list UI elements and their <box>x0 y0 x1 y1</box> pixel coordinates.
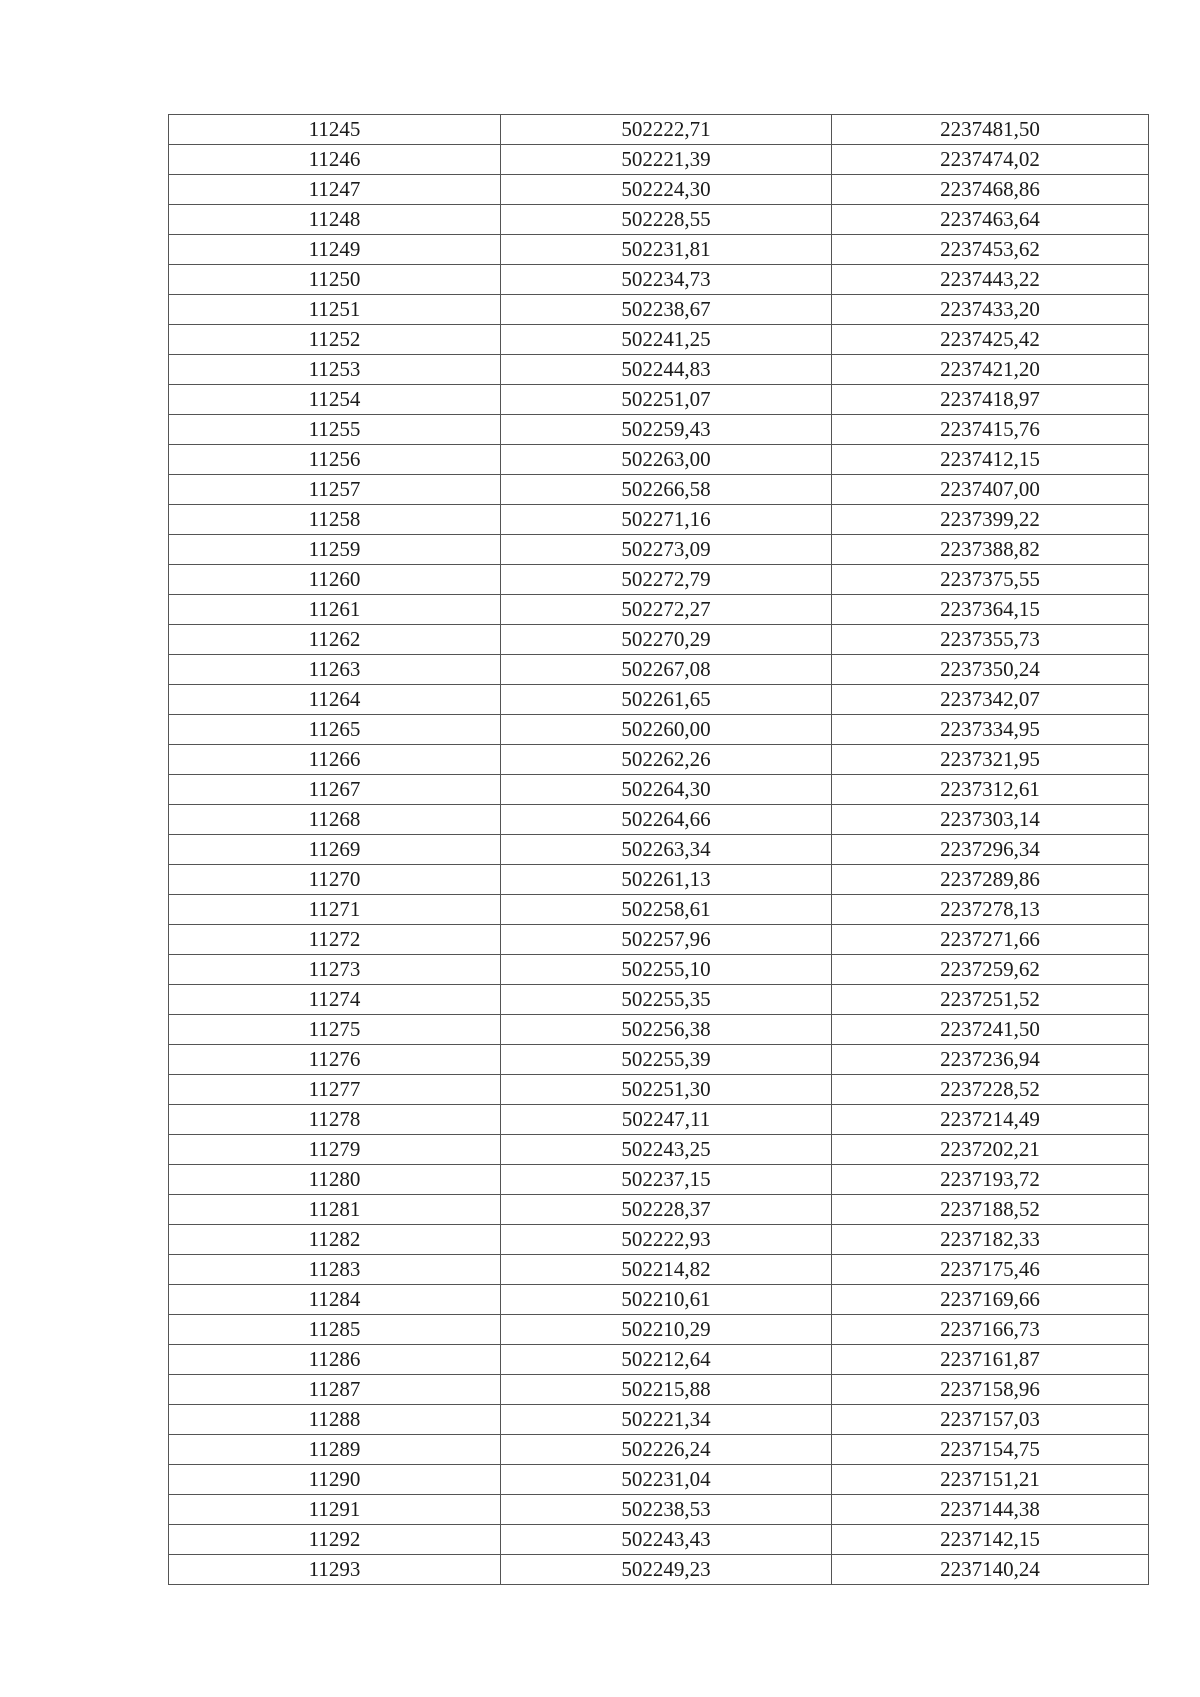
x-coordinate-cell: 502258,61 <box>501 895 832 925</box>
table-row <box>169 865 1149 895</box>
y-coordinate-cell: 2237259,62 <box>832 955 1149 985</box>
y-coordinate-cell: 2237334,95 <box>832 715 1149 745</box>
table-row <box>169 775 1149 805</box>
y-coordinate-cell: 2237158,96 <box>832 1375 1149 1405</box>
table-row <box>169 625 1149 655</box>
point-number-cell: 11261 <box>169 595 501 625</box>
x-coordinate-cell: 502263,00 <box>501 445 832 475</box>
table-row <box>169 1195 1149 1225</box>
point-number-cell: 11272 <box>169 925 501 955</box>
x-coordinate-cell: 502231,81 <box>501 235 832 265</box>
table-row <box>169 235 1149 265</box>
coordinates-table <box>168 114 1149 1585</box>
table-row <box>169 1315 1149 1345</box>
point-number-cell: 11255 <box>169 415 501 445</box>
x-coordinate-cell: 502247,11 <box>501 1105 832 1135</box>
table-row <box>169 1225 1149 1255</box>
point-number-cell: 11260 <box>169 565 501 595</box>
x-coordinate-cell: 502261,13 <box>501 865 832 895</box>
x-coordinate-cell: 502221,39 <box>501 145 832 175</box>
x-coordinate-cell: 502228,55 <box>501 205 832 235</box>
x-coordinate-cell: 502255,35 <box>501 985 832 1015</box>
point-number-cell: 11290 <box>169 1465 501 1495</box>
x-coordinate-cell: 502222,93 <box>501 1225 832 1255</box>
table-row <box>169 685 1149 715</box>
point-number-cell: 11274 <box>169 985 501 1015</box>
point-number-cell: 11285 <box>169 1315 501 1345</box>
table-row <box>169 475 1149 505</box>
y-coordinate-cell: 2237140,24 <box>832 1555 1149 1585</box>
point-number-cell: 11246 <box>169 145 501 175</box>
x-coordinate-cell: 502215,88 <box>501 1375 832 1405</box>
x-coordinate-cell: 502271,16 <box>501 505 832 535</box>
y-coordinate-cell: 2237474,02 <box>832 145 1149 175</box>
x-coordinate-cell: 502222,71 <box>501 115 832 145</box>
x-coordinate-cell: 502255,10 <box>501 955 832 985</box>
x-coordinate-cell: 502231,04 <box>501 1465 832 1495</box>
y-coordinate-cell: 2237157,03 <box>832 1405 1149 1435</box>
point-number-cell: 11286 <box>169 1345 501 1375</box>
table-row <box>169 1555 1149 1585</box>
y-coordinate-cell: 2237463,64 <box>832 205 1149 235</box>
point-number-cell: 11259 <box>169 535 501 565</box>
y-coordinate-cell: 2237418,97 <box>832 385 1149 415</box>
y-coordinate-cell: 2237182,33 <box>832 1225 1149 1255</box>
table-row <box>169 385 1149 415</box>
point-number-cell: 11292 <box>169 1525 501 1555</box>
y-coordinate-cell: 2237481,50 <box>832 115 1149 145</box>
x-coordinate-cell: 502256,38 <box>501 1015 832 1045</box>
y-coordinate-cell: 2237236,94 <box>832 1045 1149 1075</box>
y-coordinate-cell: 2237350,24 <box>832 655 1149 685</box>
coordinates-table-body <box>169 115 1149 1585</box>
y-coordinate-cell: 2237342,07 <box>832 685 1149 715</box>
y-coordinate-cell: 2237312,61 <box>832 775 1149 805</box>
point-number-cell: 11258 <box>169 505 501 535</box>
point-number-cell: 11266 <box>169 745 501 775</box>
x-coordinate-cell: 502234,73 <box>501 265 832 295</box>
point-number-cell: 11262 <box>169 625 501 655</box>
point-number-cell: 11257 <box>169 475 501 505</box>
x-coordinate-cell: 502262,26 <box>501 745 832 775</box>
table-row <box>169 445 1149 475</box>
point-number-cell: 11248 <box>169 205 501 235</box>
table-row <box>169 1285 1149 1315</box>
point-number-cell: 11278 <box>169 1105 501 1135</box>
y-coordinate-cell: 2237321,95 <box>832 745 1149 775</box>
y-coordinate-cell: 2237453,62 <box>832 235 1149 265</box>
x-coordinate-cell: 502270,29 <box>501 625 832 655</box>
point-number-cell: 11268 <box>169 805 501 835</box>
table-row <box>169 535 1149 565</box>
table-row <box>169 925 1149 955</box>
table-row <box>169 205 1149 235</box>
y-coordinate-cell: 2237296,34 <box>832 835 1149 865</box>
y-coordinate-cell: 2237193,72 <box>832 1165 1149 1195</box>
table-row <box>169 1405 1149 1435</box>
y-coordinate-cell: 2237375,55 <box>832 565 1149 595</box>
point-number-cell: 11275 <box>169 1015 501 1045</box>
table-row <box>169 355 1149 385</box>
point-number-cell: 11253 <box>169 355 501 385</box>
y-coordinate-cell: 2237364,15 <box>832 595 1149 625</box>
point-number-cell: 11283 <box>169 1255 501 1285</box>
y-coordinate-cell: 2237433,20 <box>832 295 1149 325</box>
table-row <box>169 565 1149 595</box>
table-row <box>169 895 1149 925</box>
table-row <box>169 1165 1149 1195</box>
table-row <box>169 1525 1149 1555</box>
x-coordinate-cell: 502251,07 <box>501 385 832 415</box>
x-coordinate-cell: 502264,66 <box>501 805 832 835</box>
point-number-cell: 11289 <box>169 1435 501 1465</box>
table-row <box>169 295 1149 325</box>
y-coordinate-cell: 2237175,46 <box>832 1255 1149 1285</box>
y-coordinate-cell: 2237421,20 <box>832 355 1149 385</box>
x-coordinate-cell: 502260,00 <box>501 715 832 745</box>
x-coordinate-cell: 502221,34 <box>501 1405 832 1435</box>
point-number-cell: 11271 <box>169 895 501 925</box>
y-coordinate-cell: 2237399,22 <box>832 505 1149 535</box>
point-number-cell: 11254 <box>169 385 501 415</box>
x-coordinate-cell: 502210,29 <box>501 1315 832 1345</box>
x-coordinate-cell: 502228,37 <box>501 1195 832 1225</box>
table-row <box>169 1135 1149 1165</box>
y-coordinate-cell: 2237303,14 <box>832 805 1149 835</box>
point-number-cell: 11276 <box>169 1045 501 1075</box>
point-number-cell: 11273 <box>169 955 501 985</box>
table-row <box>169 985 1149 1015</box>
table-row <box>169 1495 1149 1525</box>
x-coordinate-cell: 502259,43 <box>501 415 832 445</box>
table-row <box>169 1465 1149 1495</box>
x-coordinate-cell: 502241,25 <box>501 325 832 355</box>
table-row <box>169 145 1149 175</box>
x-coordinate-cell: 502272,27 <box>501 595 832 625</box>
y-coordinate-cell: 2237188,52 <box>832 1195 1149 1225</box>
table-row <box>169 1375 1149 1405</box>
table-row <box>169 115 1149 145</box>
y-coordinate-cell: 2237161,87 <box>832 1345 1149 1375</box>
x-coordinate-cell: 502214,82 <box>501 1255 832 1285</box>
y-coordinate-cell: 2237278,13 <box>832 895 1149 925</box>
x-coordinate-cell: 502266,58 <box>501 475 832 505</box>
x-coordinate-cell: 502261,65 <box>501 685 832 715</box>
table-row <box>169 505 1149 535</box>
x-coordinate-cell: 502273,09 <box>501 535 832 565</box>
table-row <box>169 745 1149 775</box>
point-number-cell: 11256 <box>169 445 501 475</box>
y-coordinate-cell: 2237289,86 <box>832 865 1149 895</box>
x-coordinate-cell: 502251,30 <box>501 1075 832 1105</box>
point-number-cell: 11245 <box>169 115 501 145</box>
table-row <box>169 175 1149 205</box>
y-coordinate-cell: 2237271,66 <box>832 925 1149 955</box>
table-row <box>169 835 1149 865</box>
y-coordinate-cell: 2237443,22 <box>832 265 1149 295</box>
point-number-cell: 11281 <box>169 1195 501 1225</box>
y-coordinate-cell: 2237144,38 <box>832 1495 1149 1525</box>
x-coordinate-cell: 502210,61 <box>501 1285 832 1315</box>
y-coordinate-cell: 2237202,21 <box>832 1135 1149 1165</box>
x-coordinate-cell: 502244,83 <box>501 355 832 385</box>
table-row <box>169 1105 1149 1135</box>
point-number-cell: 11267 <box>169 775 501 805</box>
point-number-cell: 11247 <box>169 175 501 205</box>
y-coordinate-cell: 2237151,21 <box>832 1465 1149 1495</box>
point-number-cell: 11265 <box>169 715 501 745</box>
point-number-cell: 11270 <box>169 865 501 895</box>
point-number-cell: 11279 <box>169 1135 501 1165</box>
y-coordinate-cell: 2237142,15 <box>832 1525 1149 1555</box>
x-coordinate-cell: 502243,25 <box>501 1135 832 1165</box>
point-number-cell: 11263 <box>169 655 501 685</box>
table-row <box>169 805 1149 835</box>
y-coordinate-cell: 2237355,73 <box>832 625 1149 655</box>
y-coordinate-cell: 2237388,82 <box>832 535 1149 565</box>
y-coordinate-cell: 2237214,49 <box>832 1105 1149 1135</box>
point-number-cell: 11252 <box>169 325 501 355</box>
point-number-cell: 11284 <box>169 1285 501 1315</box>
point-number-cell: 11249 <box>169 235 501 265</box>
x-coordinate-cell: 502249,23 <box>501 1555 832 1585</box>
x-coordinate-cell: 502243,43 <box>501 1525 832 1555</box>
table-row <box>169 1015 1149 1045</box>
y-coordinate-cell: 2237415,76 <box>832 415 1149 445</box>
y-coordinate-cell: 2237412,15 <box>832 445 1149 475</box>
y-coordinate-cell: 2237228,52 <box>832 1075 1149 1105</box>
table-row <box>169 715 1149 745</box>
x-coordinate-cell: 502237,15 <box>501 1165 832 1195</box>
point-number-cell: 11277 <box>169 1075 501 1105</box>
point-number-cell: 11282 <box>169 1225 501 1255</box>
table-row <box>169 415 1149 445</box>
y-coordinate-cell: 2237169,66 <box>832 1285 1149 1315</box>
x-coordinate-cell: 502255,39 <box>501 1045 832 1075</box>
point-number-cell: 11251 <box>169 295 501 325</box>
y-coordinate-cell: 2237251,52 <box>832 985 1149 1015</box>
table-row <box>169 1435 1149 1465</box>
table-row <box>169 1075 1149 1105</box>
point-number-cell: 11288 <box>169 1405 501 1435</box>
table-row <box>169 1045 1149 1075</box>
point-number-cell: 11269 <box>169 835 501 865</box>
y-coordinate-cell: 2237425,42 <box>832 325 1149 355</box>
point-number-cell: 11291 <box>169 1495 501 1525</box>
x-coordinate-cell: 502238,53 <box>501 1495 832 1525</box>
y-coordinate-cell: 2237154,75 <box>832 1435 1149 1465</box>
x-coordinate-cell: 502238,67 <box>501 295 832 325</box>
table-row <box>169 265 1149 295</box>
y-coordinate-cell: 2237166,73 <box>832 1315 1149 1345</box>
x-coordinate-cell: 502224,30 <box>501 175 832 205</box>
table-row <box>169 325 1149 355</box>
table-row <box>169 595 1149 625</box>
y-coordinate-cell: 2237241,50 <box>832 1015 1149 1045</box>
table-row <box>169 655 1149 685</box>
x-coordinate-cell: 502263,34 <box>501 835 832 865</box>
x-coordinate-cell: 502257,96 <box>501 925 832 955</box>
table-row <box>169 955 1149 985</box>
x-coordinate-cell: 502272,79 <box>501 565 832 595</box>
table-row <box>169 1345 1149 1375</box>
point-number-cell: 11250 <box>169 265 501 295</box>
x-coordinate-cell: 502226,24 <box>501 1435 832 1465</box>
table-row <box>169 1255 1149 1285</box>
point-number-cell: 11287 <box>169 1375 501 1405</box>
document-page <box>168 114 1148 1585</box>
point-number-cell: 11293 <box>169 1555 501 1585</box>
y-coordinate-cell: 2237407,00 <box>832 475 1149 505</box>
point-number-cell: 11264 <box>169 685 501 715</box>
x-coordinate-cell: 502264,30 <box>501 775 832 805</box>
x-coordinate-cell: 502212,64 <box>501 1345 832 1375</box>
point-number-cell: 11280 <box>169 1165 501 1195</box>
y-coordinate-cell: 2237468,86 <box>832 175 1149 205</box>
x-coordinate-cell: 502267,08 <box>501 655 832 685</box>
